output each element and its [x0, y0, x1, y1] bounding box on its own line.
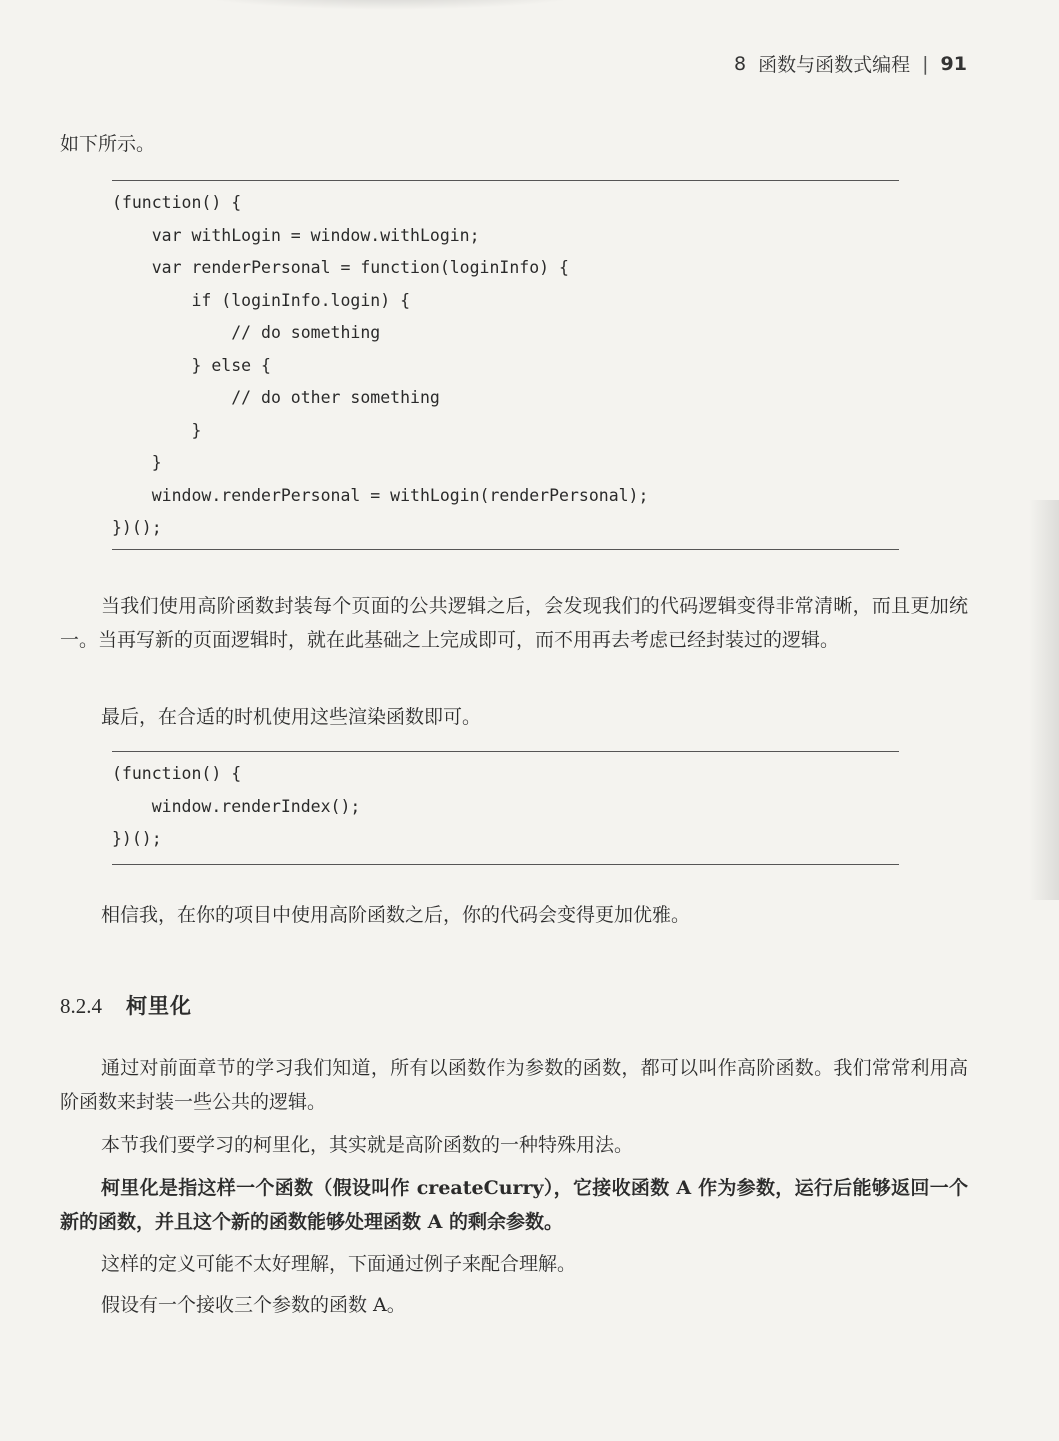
code-render-index: (function() { window.renderIndex(); })(); — [112, 764, 361, 848]
paragraph-elegant-code: 相信我，在你的项目中使用高阶函数之后，你的代码会变得更加优雅。 — [101, 904, 691, 926]
running-header — [734, 50, 967, 77]
page-shadow-top — [180, 0, 600, 10]
section-number: 8.2.4 — [60, 994, 102, 1018]
paragraph-higher-order-definition: 通过对前面章节的学习我们知道，所有以函数作为参数的函数，都可以叫作高阶函数。我们常常利用高阶函数来封装一些公共的逻辑。 — [60, 1057, 968, 1113]
page-number: 91 — [940, 52, 967, 75]
code-with-login: (function() { var withLogin = window.withLogin; var renderPersonal = function(loginInfo) { if (loginInfo.login) { // do something } else { // do other something } } window.renderPersonal = withLogin(renderPersonal); })(); — [112, 193, 649, 537]
section-heading — [60, 990, 192, 1020]
paragraph-currying-definition: 柯里化是指这样一个函数（假设叫作 createCurry），它接收函数 A 作为参数，运行后能够返回一个新的函数，并且这个新的函数能够处理函数 A 的剩余参数。 — [60, 1177, 968, 1233]
header-separator: | — [922, 52, 929, 75]
paragraph-example-intro: 这样的定义可能不太好理解，下面通过例子来配合理解。 — [101, 1253, 577, 1275]
section-title: 柯里化 — [126, 993, 192, 1018]
chapter-number: 8 — [734, 52, 747, 75]
paragraph-render-timing: 最后，在合适的时机使用这些渲染函数即可。 — [101, 706, 482, 728]
chapter-title: 函数与函数式编程 — [758, 54, 911, 76]
paragraph-higher-order-summary: 当我们使用高阶函数封装每个页面的公共逻辑之后，会发现我们的代码逻辑变得非常清晰，而且更加统一。当再写新的页面逻辑时，就在此基础之上完成即可，而不用再去考虑已经封装过的逻辑。 — [60, 595, 968, 651]
code-block-with-login — [112, 180, 899, 550]
page-shadow-right — [1029, 500, 1059, 900]
paragraph-currying-intro: 本节我们要学习的柯里化，其实就是高阶函数的一种特殊用法。 — [101, 1134, 634, 1156]
intro-text: 如下所示。 — [60, 133, 156, 155]
paragraph-function-a: 假设有一个接收三个参数的函数 A。 — [101, 1294, 406, 1316]
code-block-render-index — [112, 751, 899, 865]
